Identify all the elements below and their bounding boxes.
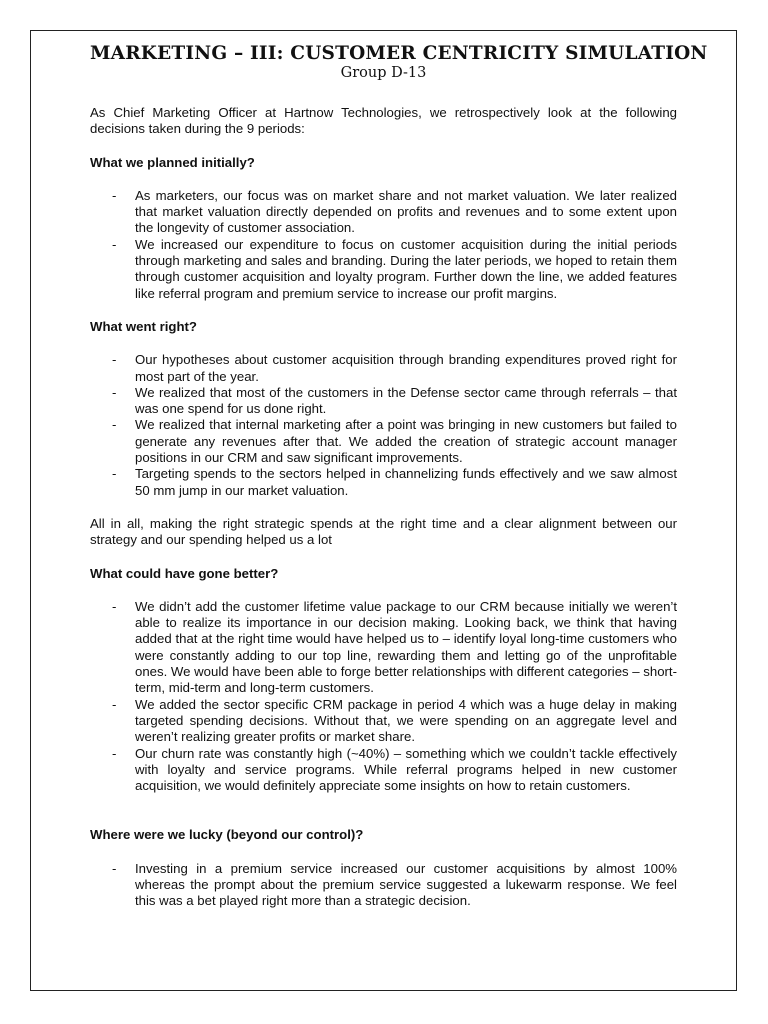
list-item-text: We realized that internal marketing after a point was bringing in new customers but failed to generate any revenues after that. We added the creation of strategic account manager positions in our CRM and saw significant improvements. [135, 417, 677, 466]
list-item [90, 697, 677, 746]
summary-paragraph: All in all, making the right strategic spends at the right time and a clear alignment between our strategy and our spending helped us a lot [90, 515, 677, 548]
bullet-list-went-right [90, 352, 677, 499]
list-item [90, 352, 677, 385]
section-heading-planned: What we planned initially? [90, 154, 255, 170]
document-body [90, 43, 708, 910]
bullet-dash: - [112, 696, 117, 712]
list-item-text: We realized that most of the customers in the Defense sector came through referrals – that was one spend for us done right. [135, 384, 677, 417]
section-heading-went-right: What went right? [90, 318, 197, 334]
bullet-dash: - [112, 598, 117, 614]
list-item [90, 466, 677, 499]
list-item [90, 861, 677, 910]
list-item [90, 237, 677, 302]
document-subtitle: Group D-13 [340, 65, 427, 81]
bullet-dash: - [112, 466, 117, 482]
bullet-list-planned [90, 188, 677, 302]
list-item-text: Our churn rate was constantly high (~40%) – something which we couldn’t tackle effectively with loyalty and service programs. While referral programs helped in new customer acquisition, we would definitely appreciate some insights on how to retain customers. [135, 745, 677, 794]
bullet-dash: - [112, 745, 117, 761]
bullet-dash: - [112, 384, 117, 400]
bullet-list-lucky [90, 861, 677, 910]
bullet-dash: - [112, 417, 117, 433]
bullet-dash: - [112, 187, 117, 203]
list-item-text: We increased our expenditure to focus on customer acquisition during the initial periods through marketing and sales and branding. During the later periods, we hoped to retain them through customer acquisition and loyalty program. Further down the line, we added features like referral program and premium service to increase our profit margins. [135, 236, 677, 301]
list-item-text: As marketers, our focus was on market share and not market valuation. We later realized that market valuation directly depended on profits and revenues and to some extent upon the longevity of customer association. [135, 187, 677, 236]
list-item-text: We added the sector specific CRM package in period 4 which was a huge delay in making targeted spending decisions. Without that, we were spending on an aggregate level and weren’t realizing greater profits or market share. [135, 696, 677, 745]
bullet-dash: - [112, 352, 117, 368]
list-item-text: We didn’t add the customer lifetime value package to our CRM because initially we weren’t able to realize its importance in our decision making. Looking back, we think that having added that at the right time would have helped us to – identify loyal long-time customers who were constantly adding to our top line, rewarding them and letting go of the unprofitable ones. We would have been able to forge better relationships with different categories – short-term, mid-term and long-term customers. [135, 598, 677, 696]
list-item [90, 188, 677, 237]
section-heading-could-be-better: What could have gone better? [90, 565, 279, 581]
list-item [90, 385, 677, 418]
list-item [90, 746, 677, 795]
bullet-dash: - [112, 236, 117, 252]
list-item-text: Investing in a premium service increased our customer acquisitions by almost 100% whereas the prompt about the premium service suggested a lukewarm response. We feel this was a bet played right more than a strategic decision. [135, 860, 677, 909]
list-item-text: Targeting spends to the sectors helped in channelizing funds effectively and we saw almost 50 mm jump in our market valuation. [135, 466, 677, 498]
list-item-text: Our hypotheses about customer acquisition through branding expenditures proved right for most part of the year. [135, 352, 677, 384]
bullet-list-could-be-better [90, 599, 677, 795]
list-item [90, 417, 677, 466]
section-heading-lucky: Where were we lucky (beyond our control)? [90, 827, 364, 843]
bullet-dash: - [112, 860, 117, 876]
list-item [90, 599, 677, 697]
document-title: MARKETING – III: CUSTOMER CENTRICITY SIMULATION [90, 43, 708, 64]
intro-paragraph: As Chief Marketing Officer at Hartnow Technologies, we retrospectively look at the following decisions taken during the 9 periods: [90, 105, 677, 137]
